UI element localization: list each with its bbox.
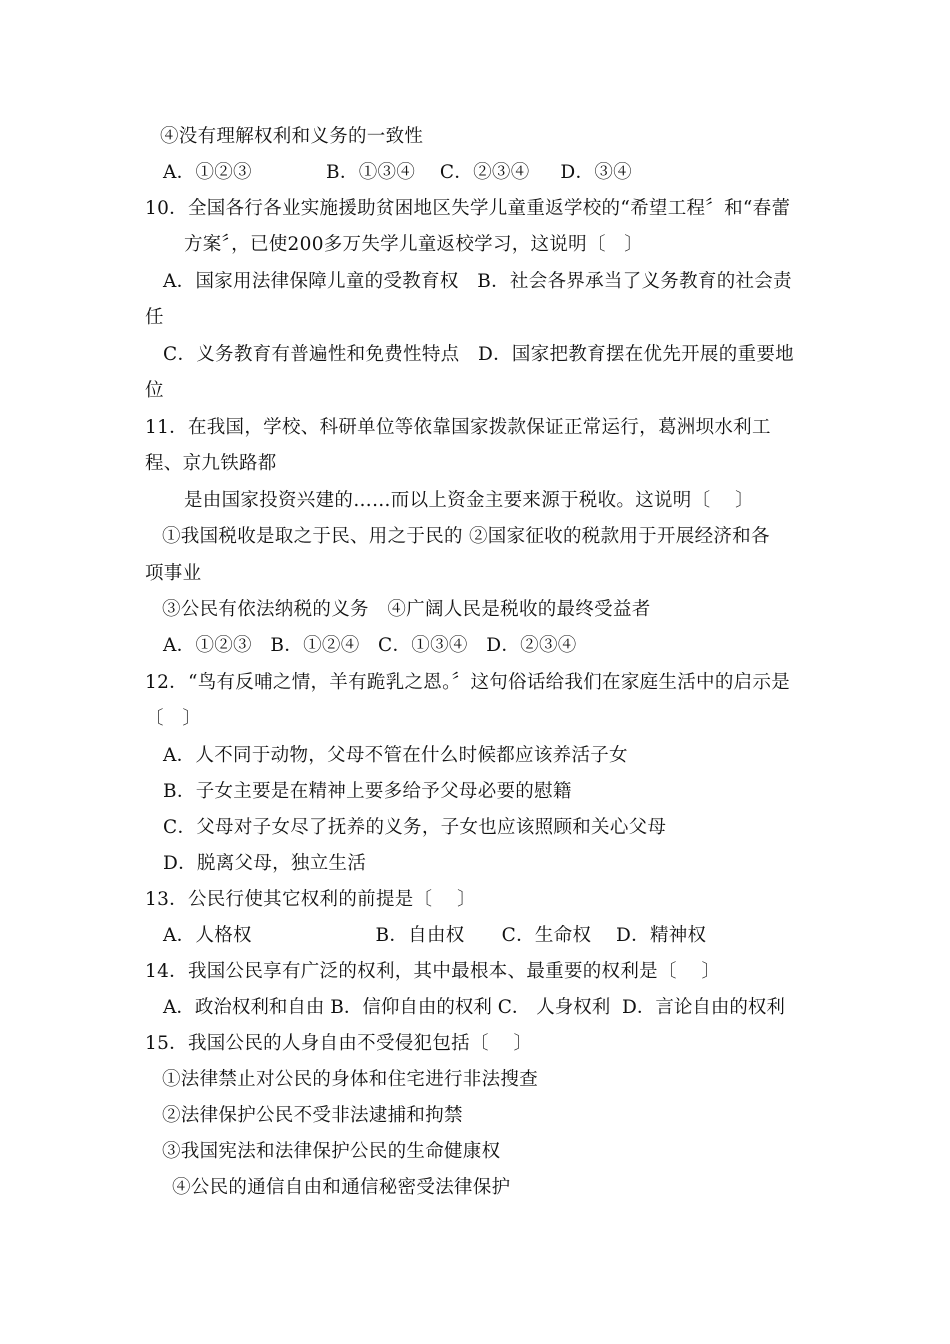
option-line: ②法律保护公民不受非法逮捕和拘禁 <box>162 1105 463 1126</box>
option-line: ①我国税收是取之于民、用之于民的 ②国家征收的税款用于开展经济和各 <box>162 526 770 547</box>
option-line: ④公民的通信自由和通信秘密受法律保护 <box>172 1177 511 1198</box>
answer-choices: A．①②③ B．①③④ C．②③④ D．③④ <box>163 162 632 183</box>
question-10: 10．全国各行各业实施援助贫困地区失学儿童重返学校的“希望工程〞和“春蕾 <box>145 198 791 219</box>
question-11-continued: 是由国家投资兴建的……而以上资金主要来源于税收。这说明〔 〕 <box>184 490 754 511</box>
option-line: ④没有理解权利和义务的一致性 <box>160 126 424 147</box>
option-line: ③公民有依法纳税的义务 ④广阔人民是税收的最终受益者 <box>162 599 651 620</box>
question-12-continued: 〔 〕 <box>145 708 202 729</box>
answer-choice: A．人不同于动物，父母不管在什么时候都应该养活子女 <box>163 745 628 766</box>
answer-choice: D．脱离父母，独立生活 <box>163 853 367 874</box>
question-14: 14．我国公民享有广泛的权利，其中最根本、最重要的权利是〔 〕 <box>145 961 721 982</box>
question-10-continued: 方案〞，已使200多万失学儿童返校学习，这说明〔 〕 <box>184 234 644 255</box>
answer-choices: C．义务教育有普遍性和免费性特点 D．国家把教育摆在优先开展的重要地 <box>163 344 794 365</box>
answer-choices-continued: 任 <box>145 307 164 328</box>
question-11: 11．在我国，学校、科研单位等依靠国家拨款保证正常运行，葛洲坝水利工 <box>145 417 771 438</box>
answer-choices: A．①②③ B．①②④ C．①③④ D．②③④ <box>163 635 577 656</box>
question-15: 15．我国公民的人身自由不受侵犯包括〔 〕 <box>145 1033 533 1054</box>
answer-choices-continued: 位 <box>145 380 164 401</box>
answer-choices: A．人格权 B．自由权 C．生命权 D．精神权 <box>163 925 707 946</box>
question-13: 13．公民行使其它权利的前提是〔 〕 <box>145 889 476 910</box>
question-12: 12．“鸟有反哺之情，羊有跪乳之恩。〞这句俗话给我们在家庭生活中的启示是 <box>145 672 791 693</box>
answer-choices: A．国家用法律保障儿童的受教育权 B．社会各界承当了义务教育的社会责 <box>163 271 792 292</box>
answer-choices: A．政治权利和自由 B．信仰自由的权利 C． 人身权利 D．言论自由的权利 <box>163 997 785 1018</box>
option-line: ①法律禁止对公民的身体和住宅进行非法搜查 <box>162 1069 539 1090</box>
answer-choice: B．子女主要是在精神上要多给予父母必要的慰籍 <box>163 781 572 802</box>
answer-choice: C．父母对子女尽了抚养的义务，子女也应该照顾和关心父母 <box>163 817 667 838</box>
question-11-continued: 程、京九铁路都 <box>145 453 277 474</box>
option-line: ③我国宪法和法律保护公民的生命健康权 <box>162 1141 501 1162</box>
option-line-continued: 项事业 <box>145 563 202 584</box>
